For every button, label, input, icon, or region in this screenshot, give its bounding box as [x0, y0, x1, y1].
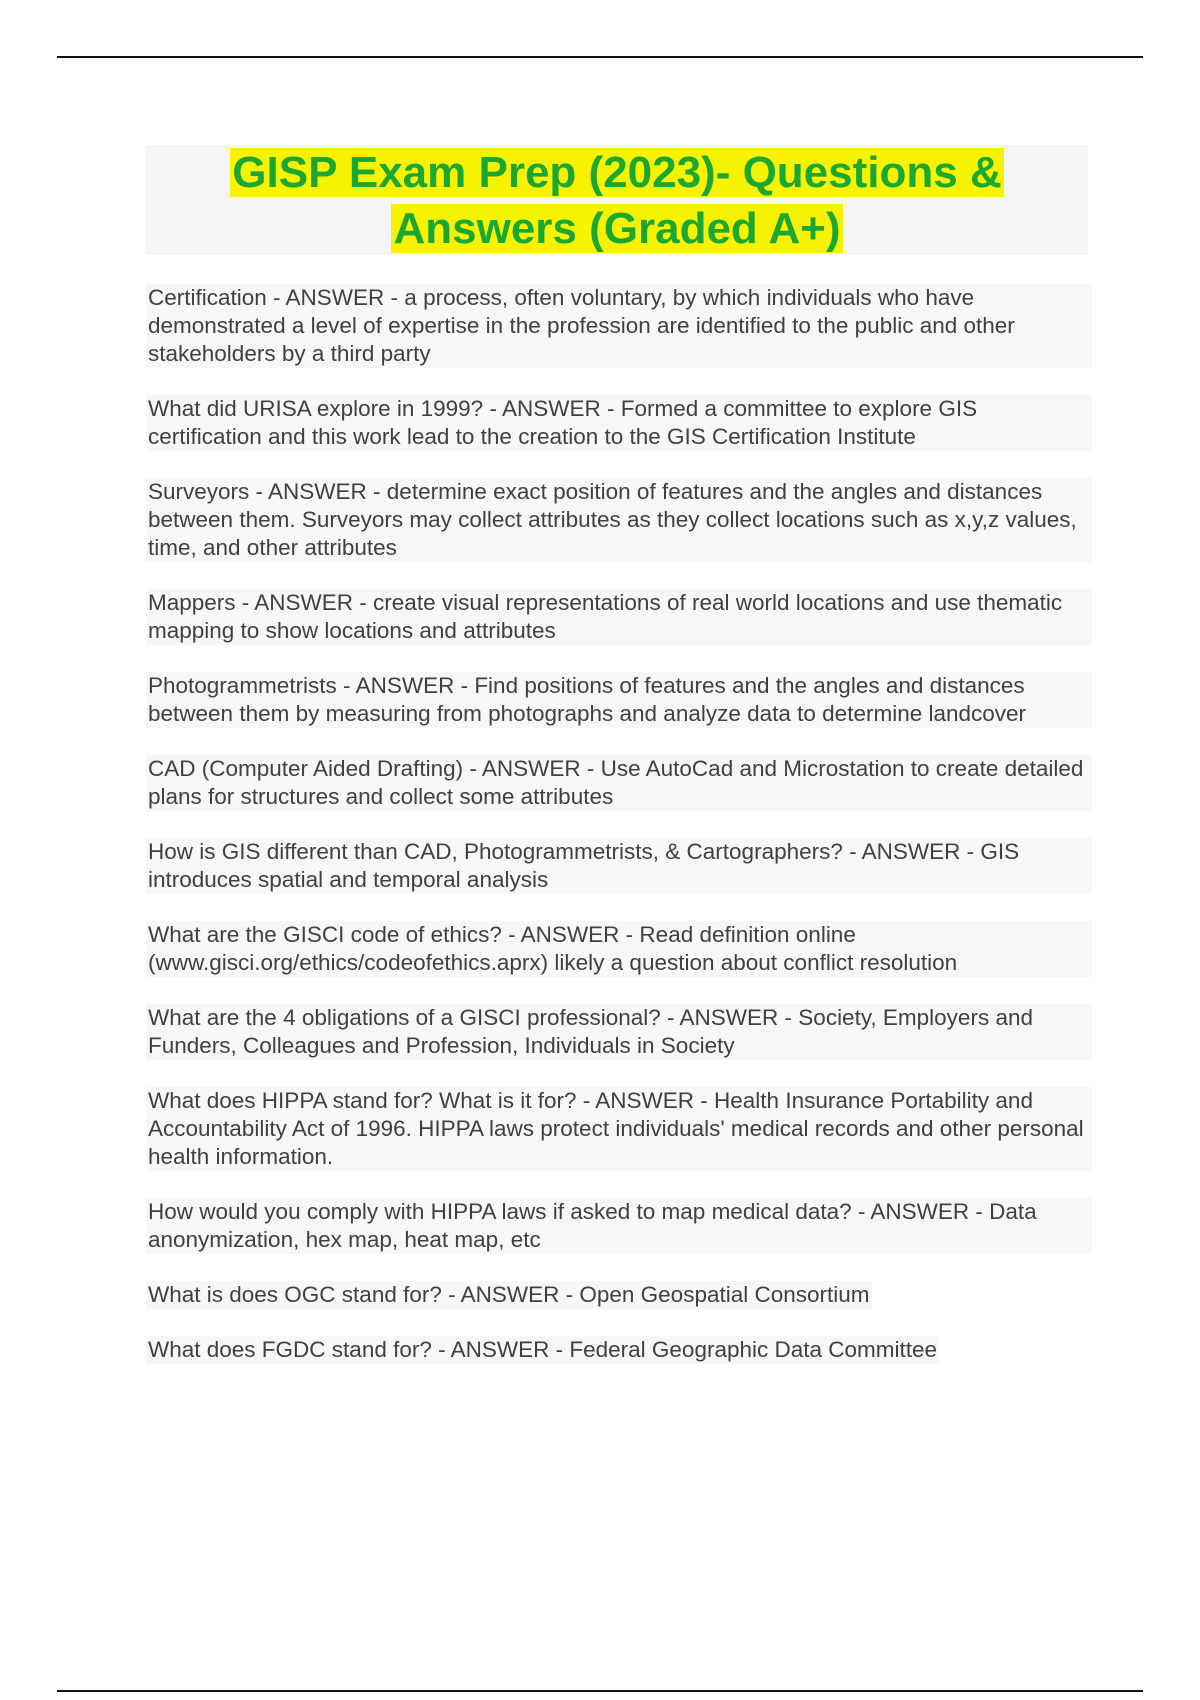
qa-item: What did URISA explore in 1999? - ANSWER - Formed a committee to explore GIS certification and this work lead to the creation to the GIS Certification Institute — [146, 395, 1092, 451]
qa-item: What are the 4 obligations of a GISCI professional? - ANSWER - Society, Employers and Funders, Colleagues and Profession, Individuals in Society — [146, 1004, 1092, 1060]
qa-item: Photogrammetrists - ANSWER - Find positions of features and the angles and distances between them by measuring from photographs and analyze data to determine landcover — [146, 672, 1092, 728]
title-line-1-text: GISP Exam Prep (2023)- Questions & — [232, 148, 1002, 197]
qa-item: What is does OGC stand for? - ANSWER - Open Geospatial Consortium — [148, 1282, 870, 1307]
qa-item: Certification - ANSWER - a process, often voluntary, by which individuals who have demonstrated a level of expertise in the profession are identified to the public and other stakeholders by a third party — [146, 284, 1092, 368]
qa-list — [146, 284, 1092, 1391]
qa-item: How is GIS different than CAD, Photogrammetrists, & Cartographers? - ANSWER - GIS introduces spatial and temporal analysis — [146, 838, 1092, 894]
title-line-1 — [146, 145, 1088, 201]
title-line-2 — [146, 201, 1088, 257]
footer-rule — [57, 1690, 1143, 1692]
title-line-2-text: Answers (Graded A+) — [393, 204, 841, 253]
document-title — [146, 145, 1088, 255]
qa-item: Surveyors - ANSWER - determine exact position of features and the angles and distances between them. Surveyors may collect attributes as they collect locations such as x,y,z values, time, and other attributes — [146, 478, 1092, 562]
qa-item: What does FGDC stand for? - ANSWER - Federal Geographic Data Committee — [148, 1337, 938, 1362]
header-rule — [57, 56, 1143, 58]
qa-item: What does HIPPA stand for? What is it for? - ANSWER - Health Insurance Portability and Accountability Act of 1996. HIPPA laws protect individuals' medical records and other personal health information. — [146, 1087, 1092, 1171]
qa-item: What are the GISCI code of ethics? - ANSWER - Read definition online (www.gisci.org/ethics/codeofethics.aprx) likely a question about conflict resolution — [146, 921, 1092, 977]
qa-item: Mappers - ANSWER - create visual representations of real world locations and use thematic mapping to show locations and attributes — [146, 589, 1092, 645]
qa-item: How would you comply with HIPPA laws if asked to map medical data? - ANSWER - Data anonymization, hex map, heat map, etc — [146, 1198, 1092, 1254]
qa-item: CAD (Computer Aided Drafting) - ANSWER - Use AutoCad and Microstation to create detailed plans for structures and collect some attributes — [146, 755, 1092, 811]
